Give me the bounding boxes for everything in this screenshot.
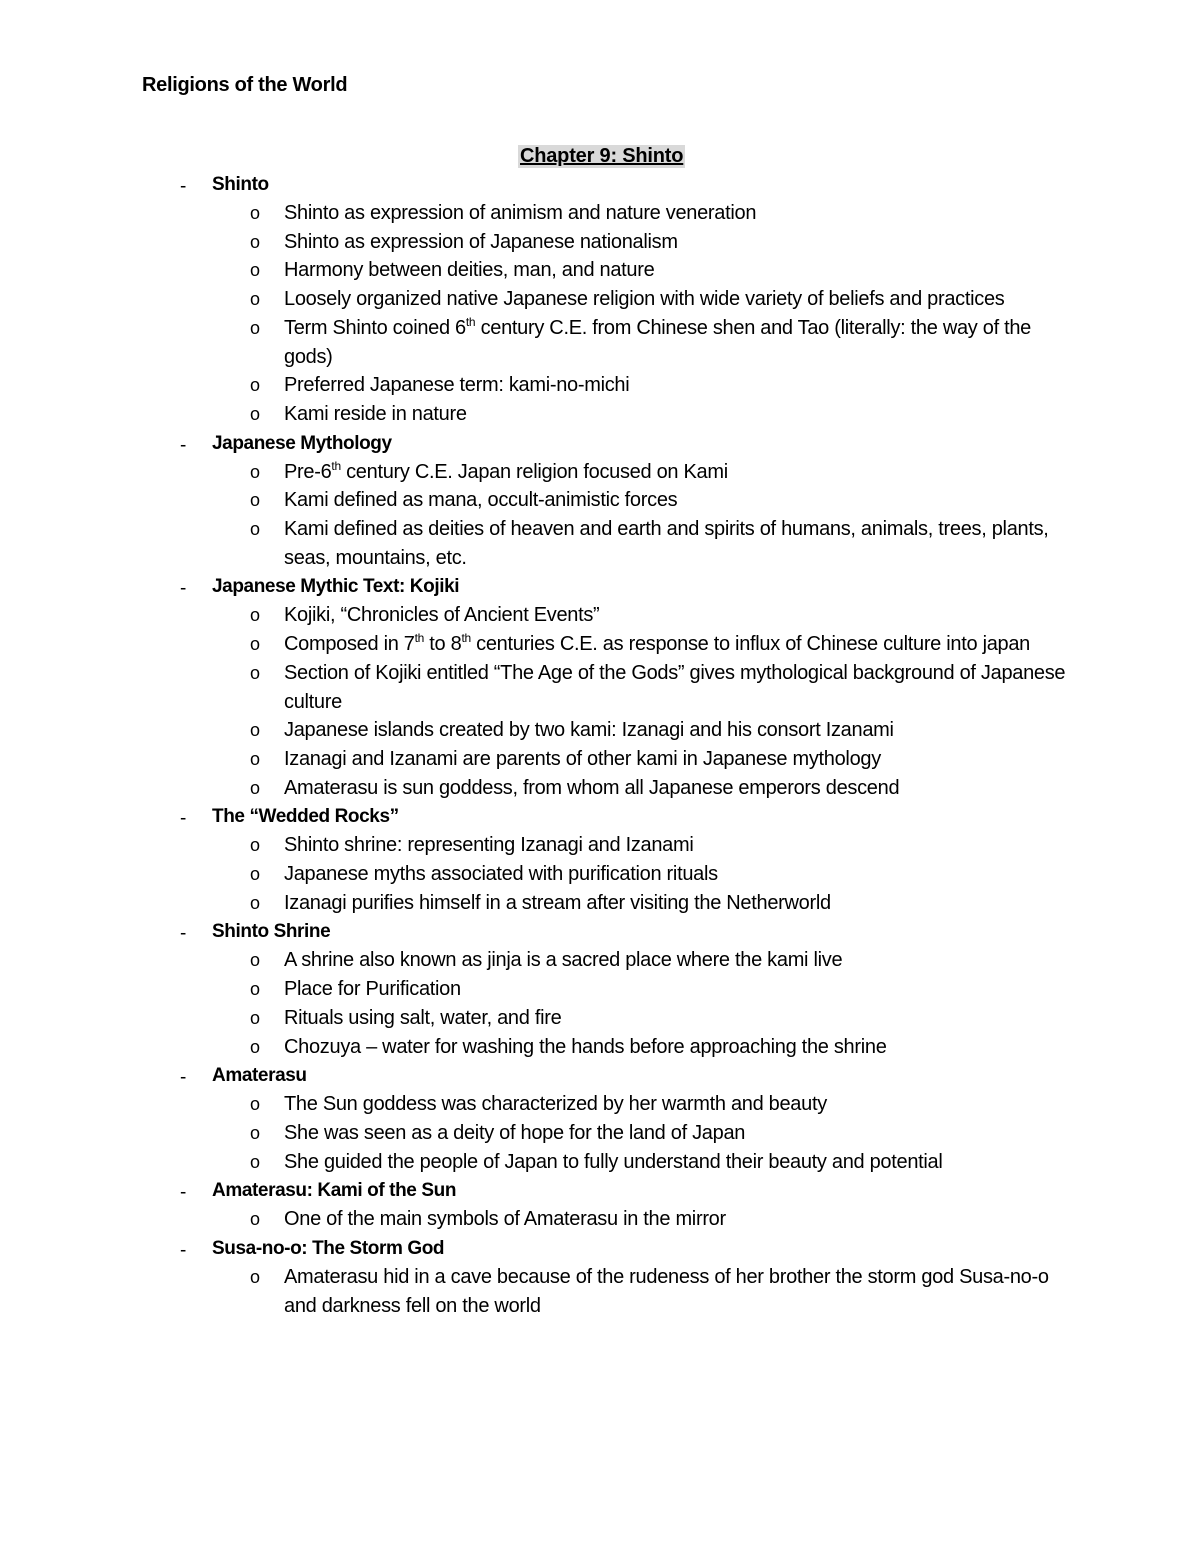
dash-marker: - xyxy=(180,1240,186,1262)
bullet-marker: o xyxy=(250,260,260,281)
bullet-item xyxy=(0,486,1074,515)
bullet-item xyxy=(0,601,1074,630)
bullet-text: centuries C.E. as response to influx of Chinese culture into japan xyxy=(470,633,1031,656)
bullet-marker: o xyxy=(250,1151,260,1172)
section-heading-text: The “Wedded Rocks” xyxy=(212,806,399,828)
bullet-text: Composed in 7 xyxy=(284,633,415,656)
bullet-text: The Sun goddess was characterized by her warmth and beauty xyxy=(284,1093,827,1116)
bullet-item xyxy=(0,774,1074,803)
bullet-item xyxy=(0,745,1074,774)
bullet-marker: o xyxy=(250,662,260,683)
dash-marker: - xyxy=(180,808,186,830)
bullet-marker: o xyxy=(250,864,260,885)
bullet-text: A shrine also known as jinja is a sacred place where the kami live xyxy=(284,949,843,972)
bullet-marker: o xyxy=(250,835,260,856)
bullet-text: Kami defined as deities of heaven and earth and spirits of humans, animals, trees, plants, seas, mountains, etc. xyxy=(284,518,1049,569)
dash-marker: - xyxy=(180,176,186,197)
dash-marker: - xyxy=(180,1067,186,1089)
bullet-item xyxy=(0,314,1074,371)
bullet-text: Japanese islands created by two kami: Izanagi and his consort Izanami xyxy=(284,719,894,742)
bullet-text: Japanese myths associated with purification rituals xyxy=(284,863,718,886)
bullet-marker: o xyxy=(250,1007,260,1028)
bullet-item xyxy=(0,975,1074,1004)
section-heading xyxy=(0,572,1200,601)
dash-marker: - xyxy=(180,1182,186,1204)
bullet-text: Kojiki, “Chronicles of Ancient Events” xyxy=(284,604,600,627)
bullet-text: Shinto as expression of animism and nature veneration xyxy=(284,202,757,224)
section-heading xyxy=(0,1176,1200,1205)
bullet-item xyxy=(0,285,1074,314)
bullet-marker: o xyxy=(250,403,260,424)
bullet-marker: o xyxy=(250,490,260,511)
chapter-heading: Chapter 9: Shinto xyxy=(520,145,684,167)
bullet-text: Shinto shrine: representing Izanagi and Izanami xyxy=(284,834,694,857)
section-heading-text: Japanese Mythology xyxy=(212,432,392,454)
bullet-item xyxy=(0,1004,1074,1033)
bullet-text: Harmony between deities, man, and nature xyxy=(284,259,655,282)
bullet-text: She guided the people of Japan to fully understand their beauty and potential xyxy=(284,1150,943,1173)
bullet-text: to 8 xyxy=(424,633,462,656)
ordinal-superscript: th xyxy=(331,458,341,473)
section-heading-text: Amaterasu xyxy=(212,1065,307,1087)
bullet-item xyxy=(0,1119,1074,1148)
bullet-item xyxy=(0,228,1074,257)
bullet-item xyxy=(0,515,1074,572)
bullet-text: Loosely organized native Japanese religion with wide variety of beliefs and practices xyxy=(284,288,1005,311)
bullet-text: Izanagi and Izanami are parents of other kami in Japanese mythology xyxy=(284,747,881,770)
section-heading xyxy=(0,1234,1200,1263)
bullet-marker: o xyxy=(250,605,260,626)
bullet-item xyxy=(0,889,1074,918)
bullet-item xyxy=(0,1148,1074,1177)
bullet-text: She was seen as a deity of hope for the land of Japan xyxy=(284,1121,746,1144)
bullet-item xyxy=(0,199,1074,228)
section-heading-text: Susa-no-o: The Storm God xyxy=(212,1238,445,1260)
bullet-text: century C.E. from Chinese shen and Tao (literally: the way of the gods) xyxy=(284,316,1031,368)
notes-outline xyxy=(0,170,1200,1321)
bullet-marker: o xyxy=(250,892,260,913)
bullet-item xyxy=(0,1205,1074,1234)
bullet-text: Izanagi purifies himself in a stream after visiting the Netherworld xyxy=(284,891,831,914)
bullet-text: Amaterasu hid in a cave because of the rudeness of her brother the storm god Susa-no-o and darkness fell on the world xyxy=(284,1266,1049,1317)
bullet-item xyxy=(0,400,1074,429)
bullet-item xyxy=(0,458,1074,487)
bullet-item xyxy=(0,1090,1074,1119)
bullet-marker: o xyxy=(250,519,260,540)
section-heading xyxy=(0,170,1200,199)
bullet-text: Place for Purification xyxy=(284,978,461,1001)
bullet-text: One of the main symbols of Amaterasu in the mirror xyxy=(284,1208,726,1231)
document-title: Religions of the World xyxy=(142,74,348,96)
dash-marker: - xyxy=(180,434,186,456)
section-heading-text: Shinto xyxy=(212,174,269,195)
section-heading xyxy=(0,917,1200,946)
bullet-marker: o xyxy=(250,231,260,252)
section-heading-text: Japanese Mythic Text: Kojiki xyxy=(212,576,460,598)
section-heading-text: Amaterasu: Kami of the Sun xyxy=(212,1180,457,1202)
bullet-marker: o xyxy=(250,289,260,310)
bullet-item xyxy=(0,256,1074,285)
bullet-marker: o xyxy=(250,720,260,741)
bullet-text: century C.E. Japan religion focused on Kami xyxy=(340,460,728,483)
bullet-marker: o xyxy=(250,1094,260,1115)
bullet-marker: o xyxy=(250,950,260,971)
bullet-text: Term Shinto coined 6 xyxy=(284,316,466,339)
bullet-marker: o xyxy=(250,461,260,482)
bullet-marker: o xyxy=(250,1267,260,1288)
bullet-item xyxy=(0,659,1074,716)
bullet-marker: o xyxy=(250,1209,260,1230)
bullet-marker: o xyxy=(250,1122,260,1143)
bullet-marker: o xyxy=(250,777,260,798)
bullet-text: Kami defined as mana, occult-animistic forces xyxy=(284,489,678,512)
bullet-marker: o xyxy=(250,317,260,338)
bullet-item xyxy=(0,860,1074,889)
bullet-text: Amaterasu is sun goddess, from whom all Japanese emperors descend xyxy=(284,776,900,799)
dash-marker: - xyxy=(180,923,186,945)
bullet-marker: o xyxy=(250,748,260,769)
ordinal-superscript: th xyxy=(461,631,471,646)
bullet-item xyxy=(0,630,1074,659)
bullet-text: Preferred Japanese term: kami-no-michi xyxy=(284,374,630,397)
bullet-text: Shinto as expression of Japanese nationalism xyxy=(284,230,678,253)
ordinal-superscript: th xyxy=(465,314,476,329)
bullet-item xyxy=(0,1263,1074,1320)
bullet-marker: o xyxy=(250,375,260,396)
bullet-item xyxy=(0,946,1074,975)
bullet-marker: o xyxy=(250,979,260,1000)
bullet-text: Chozuya – water for washing the hands before approaching the shrine xyxy=(284,1035,887,1058)
section-heading xyxy=(0,429,1200,458)
bullet-text: Section of Kojiki entitled “The Age of the Gods” gives mythological background of Japanese culture xyxy=(284,661,1066,713)
bullet-text: Kami reside in nature xyxy=(284,402,467,425)
bullet-marker: o xyxy=(250,634,260,655)
bullet-marker: o xyxy=(250,1036,260,1057)
bullet-item xyxy=(0,371,1074,400)
section-heading xyxy=(0,1061,1200,1090)
bullet-item xyxy=(0,1033,1074,1062)
ordinal-superscript: th xyxy=(414,631,425,646)
section-heading xyxy=(0,802,1200,831)
bullet-item xyxy=(0,716,1074,745)
section-heading-text: Shinto Shrine xyxy=(212,921,331,943)
bullet-item xyxy=(0,831,1074,860)
dash-marker: - xyxy=(180,578,186,600)
bullet-text: Rituals using salt, water, and fire xyxy=(284,1006,562,1029)
bullet-marker: o xyxy=(250,203,260,223)
bullet-text: Pre-6 xyxy=(284,460,332,483)
